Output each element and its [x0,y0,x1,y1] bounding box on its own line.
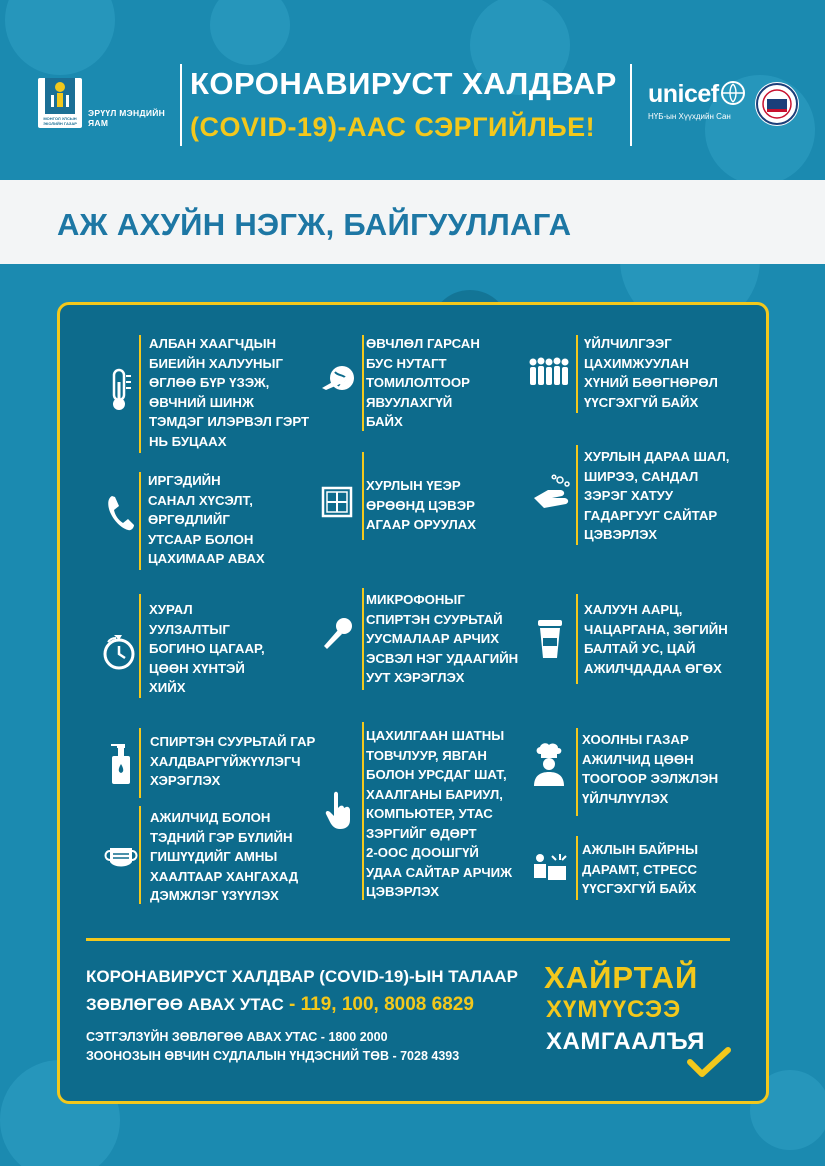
tip-line: ГИШҮҮДИЙГ АМНЫ [150,849,278,864]
hotline-main [86,994,474,1016]
tip-divider [576,445,578,545]
tip-line: 2-ООС ДООШГҮЙ [366,845,479,860]
tip-line: ҮҮСГЭХГҮЙ БАЙХ [582,881,697,896]
tip-divider [362,452,364,540]
tip-line: ИРГЭДИЙН [148,473,221,488]
tip-line: ЭСВЭЛ НЭГ УДААГИЙН [366,650,519,666]
usaid-seal-icon [755,82,799,126]
window-icon [321,486,353,518]
ministry-logo [38,78,168,138]
tip-temperature-check [149,334,319,451]
main-subtitle: (COVID-19)-ААС СЭРГИЙЛЬЕ! [190,112,596,142]
tip-line: ГАДАРГУУГ САЙТАР [584,507,718,523]
tip-divider [139,728,141,798]
tip-canteen-shifts [582,730,752,808]
tip-line: ТОВЧЛУУР, ЯВГАН [366,747,487,763]
tip-line: ӨРӨӨНД ЦЭВЭР [366,497,475,513]
tip-line: ШИРЭЭ, САНДАЛ [584,468,699,484]
unicef-logo: unicef [648,80,719,108]
cleaning-hand-icon [530,472,572,512]
tip-line: АЖИЛЧДАДАА ӨГӨХ [584,660,722,676]
ministry-badge-text: МОНГОЛ УЛСЫН ЭКОЛИЙН ГАЗАР [43,116,77,126]
tip-line: ЦАХИМЖУУЛАН [584,355,689,371]
tip-line: ӨГЛӨӨ БҮР ҮЗЭЖ, [149,375,270,390]
tip-line: ҮЙЛЧИЛГЭЭГ [584,336,672,351]
hotline-label: ЗӨВЛӨГӨӨ АВАХ УТАС [86,995,284,1014]
panel-divider [86,938,730,941]
tip-line: АЖИЛЧИД БОЛОН [150,810,271,825]
mask-icon [102,842,140,870]
tip-line: ХААЛТААР ХАНГАХАД [150,868,299,884]
tip-line: АЛБАН ХААГЧДЫН [149,336,277,351]
tip-divider [139,594,141,698]
tip-microphone [366,590,526,688]
tip-surface-cleaning [584,447,759,545]
tip-line: ЦАХИМААР АВАХ [148,551,265,566]
tip-line: ТОМИЛОЛТООР [366,375,470,390]
tip-short-meetings [149,600,289,698]
tip-divider [139,806,141,904]
tip-line: БУС НУТАГТ [366,355,447,371]
tip-hand-sanitizer [150,732,325,791]
hotline-title: КОРОНАВИРУСТ ХАЛДВАР (COVID-19)-ЫН ТАЛААР [86,967,518,986]
slogan-line-1: ХАЙРТАЙ [544,960,699,995]
tip-line: ТЭДНИЙ ГЭР БҮЛИЙН [150,829,293,845]
tip-line: БАЛТАЙ УС, ЦАЙ [584,641,696,656]
tip-divider [362,588,364,690]
tip-divider [362,335,364,431]
tip-ventilation [366,476,516,535]
plane-globe-icon [320,362,356,394]
tip-line: УТСААР БОЛОН [148,531,254,547]
tip-no-travel [366,334,516,432]
phone-icon [106,494,136,532]
tip-line: БАЙХ [366,414,403,429]
crowd-icon [528,356,570,388]
sanitizer-icon [108,742,134,786]
header-divider-left [180,64,182,146]
tip-line: МИКРОФОНЫГ [366,592,465,607]
tip-divider [139,472,141,570]
tip-masks-for-families [150,808,325,906]
tip-line: ХУРЛЫН ҮЕЭР [366,478,461,493]
cup-icon [536,618,564,660]
pointer-hand-icon [324,790,354,830]
tip-line: НЬ БУЦААХ [149,433,227,449]
stress-icon [530,852,570,886]
tip-line: ӨВЧЛӨЛ ГАРСАН [366,336,480,351]
tip-line: ХЭРЭГЛЭХ [150,773,221,788]
hotline-numbers: - 119, 100, 8008 6829 [283,994,474,1015]
tip-digital-requests [148,471,308,569]
main-title: КОРОНАВИРУСТ ХАЛДВАР [190,66,617,101]
tip-line: ЧАЦАРГАНА, ЗӨГИЙН [584,621,728,637]
tip-line: ХААЛГАНЫ БАРИУЛ, [366,786,503,802]
tip-line: ТООГООР ЭЭЛЖЛЭН [582,771,719,786]
ministry-emblem-icon [38,78,82,128]
tip-line: АГААР ОРУУЛАХ [366,517,477,532]
tip-line: БОЛОН УРСДАГ ШАТ, [366,767,507,782]
tip-line: ХООЛНЫ ГАЗАР [582,732,689,747]
microphone-icon [320,616,354,650]
tip-line: АЖЛЫН БАЙРНЫ [582,842,699,857]
tip-line: УУТ ХЭРЭГЛЭХ [366,670,465,685]
chef-icon [530,742,568,786]
tip-line: ҮЙЛЧЛҮҮЛЭХ [582,790,669,806]
tip-divider [576,728,578,816]
tip-line: УДАА САЙТАР АРЧИЖ [366,864,513,880]
tip-line: ЦЭВЭРЛЭХ [366,884,439,899]
tip-line: ЦАХИЛГААН ШАТНЫ [366,728,505,743]
clock-icon [100,632,138,672]
tip-line: ДАРАМТ, СТРЕСС [582,861,698,877]
tip-line: ХАЛУУН ААРЦ, [584,602,683,617]
tip-line: ҮҮСГЭХГҮЙ БАЙХ [584,394,699,410]
tip-line: ХАЛДВАРГҮЙЖҮҮЛЭГЧ [150,753,301,769]
section-title: АЖ АХУЙН НЭГЖ, БАЙГУУЛЛАГА [57,207,572,242]
tip-divider [576,836,578,900]
header-divider-right [630,64,632,146]
tip-divider [576,594,578,684]
tip-line: УУЛЗАЛТЫГ [149,621,230,637]
thermometer-icon [106,368,134,412]
tip-line: КОМПЬЮТЕР, УТАС [366,806,493,821]
slogan-line-3: ХАМГААЛЪЯ [546,1028,705,1055]
slogan-line-2: ХҮМҮҮСЭЭ [546,996,682,1023]
tip-line: ХҮНИЙ БӨӨГНӨРӨЛ [584,375,718,390]
tip-line: ХИЙХ [149,680,186,695]
unicef-globe-icon [720,80,746,106]
tip-line: ӨВЧНИЙ ШИНЖ [149,394,254,410]
tip-line: СПИРТЭН СУУРЬТАЙ ГАР [150,734,316,749]
checkmark-icon [686,1046,732,1080]
tip-line: БОГИНО ЦАГААР, [149,641,265,656]
tip-line: СПИРТЭН СУУРЬТАЙ [366,611,503,627]
tip-line: УУСМАЛААР АРЧИХ [366,631,500,646]
tip-disinfect-touchpoints [366,726,526,902]
tip-line: ДЭМЖЛЭГ ҮЗҮҮЛЭХ [150,888,279,903]
tip-divider [576,335,578,413]
zoonosis-center-hotline: ЗООНОЗЫН ӨВЧИН СУДЛАЛЫН ҮНДЭСНИЙ ТӨВ - 7028 4393 [86,1049,460,1063]
tip-divider [362,722,364,900]
tip-line: ЦӨӨН ХҮНТЭЙ [149,660,245,676]
tip-line: ХУРАЛ [149,602,193,617]
tip-line: ӨРГӨДЛИЙГ [148,512,230,527]
tip-line: ЗЭРЭГ ХАТУУ [584,488,674,503]
tip-line: ЯВУУЛАХГҮЙ [366,394,453,410]
unicef-subtitle: НҮБ-ын Хүүхдийн Сан [648,112,731,121]
tip-line: БИЕИЙН ХАЛУУНЫГ [149,355,283,371]
ministry-name: ЭРҮҮЛ МЭНДИЙН ЯАМ [88,108,166,128]
tip-line: САНАЛ ХҮСЭЛТ, [148,492,253,508]
header [0,0,825,180]
tip-hot-drinks [584,600,764,678]
tip-line: ЦЭВЭРЛЭХ [584,527,657,542]
tip-line: ТЭМДЭГ ИЛЭРВЭЛ ГЭРТ [149,414,310,429]
tip-digital-services [584,334,744,412]
tip-line: АЖИЛЧИД ЦӨӨН [582,751,694,767]
tip-line: ХУРЛЫН ДАРАА ШАЛ, [584,449,730,464]
psych-hotline: СЭТГЭЛЗҮЙН ЗӨВЛӨГӨӨ АВАХ УТАС - 1800 2000 [86,1030,388,1044]
tip-line: ЗЭРГИЙГ ӨДӨРТ [366,825,477,841]
tip-divider [139,335,141,453]
tip-reduce-stress [582,840,752,899]
